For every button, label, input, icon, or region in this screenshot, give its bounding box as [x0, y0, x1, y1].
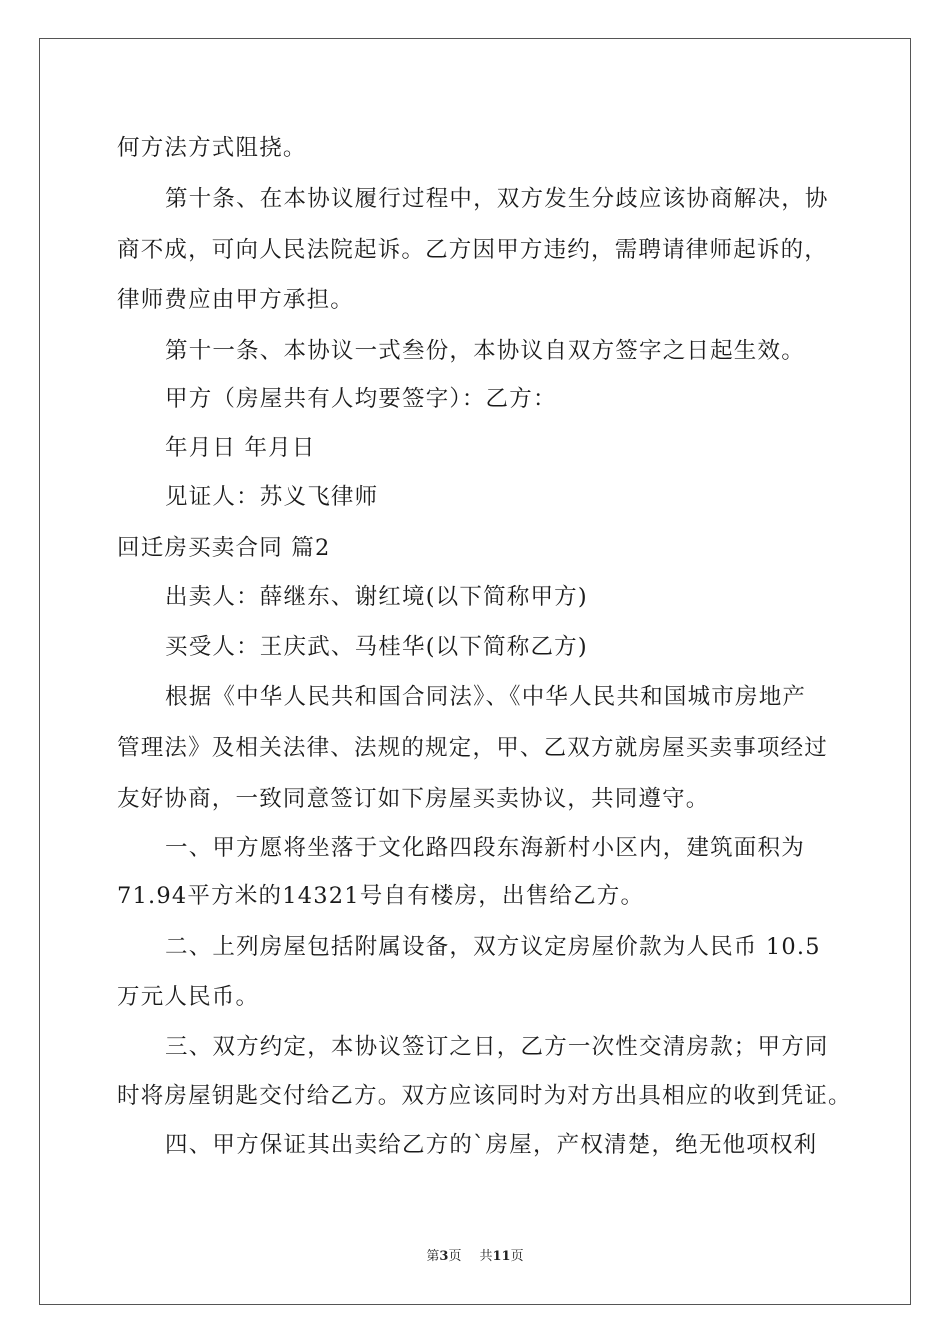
page-border	[39, 38, 911, 1305]
page-footer	[0, 1248, 950, 1266]
page-suffix: 页	[448, 1249, 462, 1264]
text-line-1: 何方法方式阻挠。	[117, 135, 307, 161]
text-line-6: 甲方（房屋共有人均要签字）：乙方：	[165, 386, 557, 412]
total-pages: 11	[492, 1249, 511, 1264]
text-line-20: 时将房屋钥匙交付给乙方。双方应该同时为对方出具相应的收到凭证。	[117, 1083, 852, 1109]
text-line-2: 第十条、在本协议履行过程中，双方发生分歧应该协商解决，协	[165, 186, 829, 212]
text-line-21: 四、甲方保证其出卖给乙方的`房屋，产权清楚，绝无他项权利	[165, 1132, 818, 1158]
text-line-3: 商不成，可向人民法院起诉。乙方因甲方违约，需聘请律师起诉的，	[117, 237, 829, 263]
text-line-18: 万元人民币。	[117, 984, 260, 1010]
text-line-8: 见证人：苏义飞律师	[165, 484, 379, 510]
text-line-15: 一、甲方愿将坐落于文化路四段东海新村小区内，建筑面积为	[165, 835, 805, 861]
page-prefix: 第	[426, 1249, 440, 1264]
text-line-7: 年月日 年月日	[165, 435, 316, 461]
text-line-10: 出卖人：薛继东、谢红境(以下简称甲方)	[165, 584, 588, 610]
text-line-16: 71.94平方米的14321号自有楼房，出售给乙方。	[117, 883, 645, 909]
text-line-5: 第十一条、本协议一式叁份，本协议自双方签字之日起生效。	[165, 338, 805, 364]
text-line-11: 买受人：王庆武、马桂华(以下简称乙方)	[165, 634, 588, 660]
text-line-4: 律师费应由甲方承担。	[117, 287, 355, 313]
text-line-17: 二、上列房屋包括附属设备，双方议定房屋价款为人民币 10.5	[165, 934, 821, 960]
text-line-14: 友好协商，一致同意签订如下房屋买卖协议，共同遵守。	[117, 786, 710, 812]
total-suffix: 页	[510, 1249, 524, 1264]
text-line-13: 管理法》及相关法律、法规的规定，甲、乙双方就房屋买卖事项经过	[117, 735, 829, 761]
total-prefix: 共	[479, 1249, 493, 1264]
page-number: 3	[439, 1249, 449, 1264]
section-heading: 回迁房买卖合同 篇2	[117, 535, 331, 561]
text-line-12: 根据《中华人民共和国合同法》、《中华人民共和国城市房地产	[165, 684, 807, 710]
text-line-19: 三、双方约定，本协议签订之日，乙方一次性交清房款；甲方同	[165, 1034, 829, 1060]
